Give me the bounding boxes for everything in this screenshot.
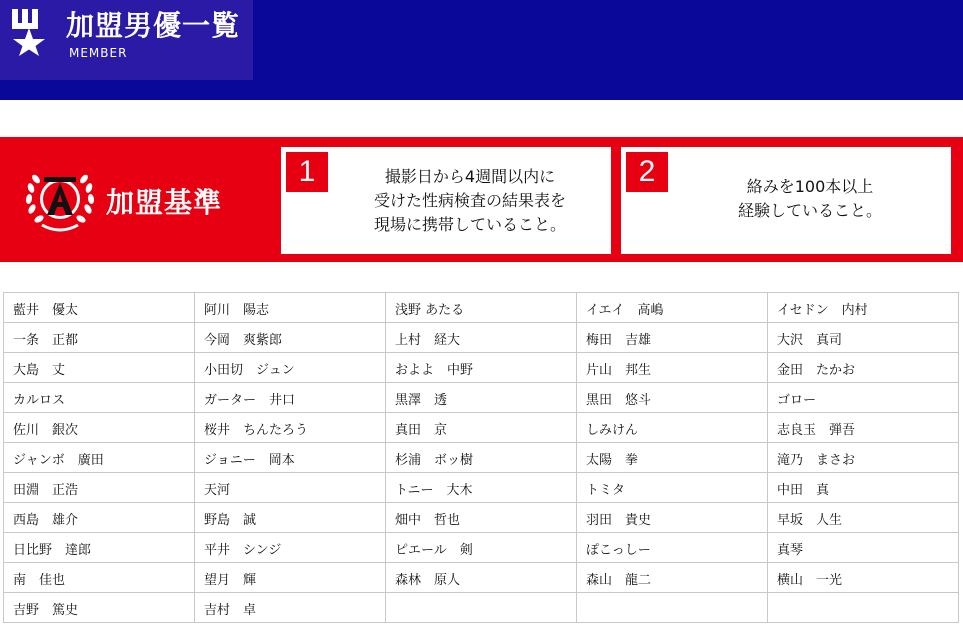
table-row xyxy=(4,503,959,533)
member-cell xyxy=(577,593,768,623)
table-row xyxy=(4,593,959,623)
page-title: 加盟男優一覧 xyxy=(66,9,241,42)
laurel-emblem-icon xyxy=(22,165,98,235)
member-cell: 今岡 爽紫郎 xyxy=(195,323,386,353)
member-cell: 太陽 拳 xyxy=(577,443,768,473)
member-cell: 佐川 銀次 xyxy=(4,413,195,443)
member-cell: カルロス xyxy=(4,383,195,413)
table-row xyxy=(4,323,959,353)
member-cell: 畑中 哲也 xyxy=(386,503,577,533)
member-cell: 天河 xyxy=(195,473,386,503)
member-cell xyxy=(768,593,959,623)
criteria-card-2 xyxy=(621,147,951,254)
header-title-box xyxy=(0,0,253,80)
member-cell: 大島 丈 xyxy=(4,353,195,383)
criteria-line: 絡みを100本以上 xyxy=(746,177,874,196)
table-row xyxy=(4,473,959,503)
member-cell: 黒田 悠斗 xyxy=(577,383,768,413)
criteria-number-badge: 2 xyxy=(626,152,668,192)
member-cell: 横山 一光 xyxy=(768,563,959,593)
member-cell: 浅野 あたる xyxy=(386,293,577,323)
table-row xyxy=(4,413,959,443)
criteria-line: 経験していること。 xyxy=(737,201,882,220)
member-cell: 一条 正都 xyxy=(4,323,195,353)
criteria-line: 撮影日から4週間以内に xyxy=(384,167,556,186)
table-row xyxy=(4,293,959,323)
member-cell: 南 佳也 xyxy=(4,563,195,593)
criteria-text xyxy=(329,165,611,237)
member-cell: 片山 邦生 xyxy=(577,353,768,383)
member-cell: トミタ xyxy=(577,473,768,503)
member-cell: 小田切 ジュン xyxy=(195,353,386,383)
member-cell: 梅田 吉雄 xyxy=(577,323,768,353)
table-row xyxy=(4,443,959,473)
member-cell: 吉村 卓 xyxy=(195,593,386,623)
member-cell: 中田 真 xyxy=(768,473,959,503)
member-cell: およよ 中野 xyxy=(386,353,577,383)
criteria-card-1 xyxy=(281,147,611,254)
member-cell: 早坂 人生 xyxy=(768,503,959,533)
member-cell: イセドン 内村 xyxy=(768,293,959,323)
member-cell xyxy=(386,593,577,623)
member-cell: 桜井 ちんたろう xyxy=(195,413,386,443)
criteria-number-badge: 1 xyxy=(286,152,328,192)
member-cell: 真田 京 xyxy=(386,413,577,443)
member-cell: 金田 たかお xyxy=(768,353,959,383)
member-cell: 吉野 篤史 xyxy=(4,593,195,623)
member-cell: 森山 龍二 xyxy=(577,563,768,593)
star-logo-icon xyxy=(10,6,48,56)
member-cell: ジャンボ 廣田 xyxy=(4,443,195,473)
table-row xyxy=(4,383,959,413)
member-cell: ガーター 井口 xyxy=(195,383,386,413)
member-cell: 羽田 貴史 xyxy=(577,503,768,533)
member-cell: 志良玉 弾吾 xyxy=(768,413,959,443)
member-cell: 滝乃 まさお xyxy=(768,443,959,473)
table-row xyxy=(4,563,959,593)
table-row xyxy=(4,353,959,383)
criteria-section xyxy=(0,137,963,262)
member-cell: ゴロー xyxy=(768,383,959,413)
criteria-text xyxy=(669,175,951,223)
member-cell: ピエール 剣 xyxy=(386,533,577,563)
member-cell: 森林 原人 xyxy=(386,563,577,593)
member-cell: イエイ 高嶋 xyxy=(577,293,768,323)
member-cell: 田淵 正浩 xyxy=(4,473,195,503)
member-cell: 真琴 xyxy=(768,533,959,563)
member-cell: 平井 シンジ xyxy=(195,533,386,563)
member-cell: 望月 輝 xyxy=(195,563,386,593)
member-cell: 阿川 陽志 xyxy=(195,293,386,323)
member-cell: トニー 大木 xyxy=(386,473,577,503)
member-table xyxy=(3,292,959,623)
member-cell: ぽこっしー xyxy=(577,533,768,563)
member-cell: 日比野 達郎 xyxy=(4,533,195,563)
criteria-heading: 加盟基準 xyxy=(106,186,223,219)
member-cell: 西島 雄介 xyxy=(4,503,195,533)
member-cell: しみけん xyxy=(577,413,768,443)
member-cell: 藍井 優太 xyxy=(4,293,195,323)
member-cell: 大沢 真司 xyxy=(768,323,959,353)
criteria-line: 現場に携帯していること。 xyxy=(373,215,566,234)
criteria-line: 受けた性病検査の結果表を xyxy=(373,191,566,210)
table-row xyxy=(4,533,959,563)
page-subtitle: MEMBER xyxy=(69,46,128,60)
member-cell: 杉浦 ボッ樹 xyxy=(386,443,577,473)
member-cell: 黒澤 透 xyxy=(386,383,577,413)
member-cell: 野島 誠 xyxy=(195,503,386,533)
member-cell: ジョニー 岡本 xyxy=(195,443,386,473)
member-cell: 上村 経大 xyxy=(386,323,577,353)
